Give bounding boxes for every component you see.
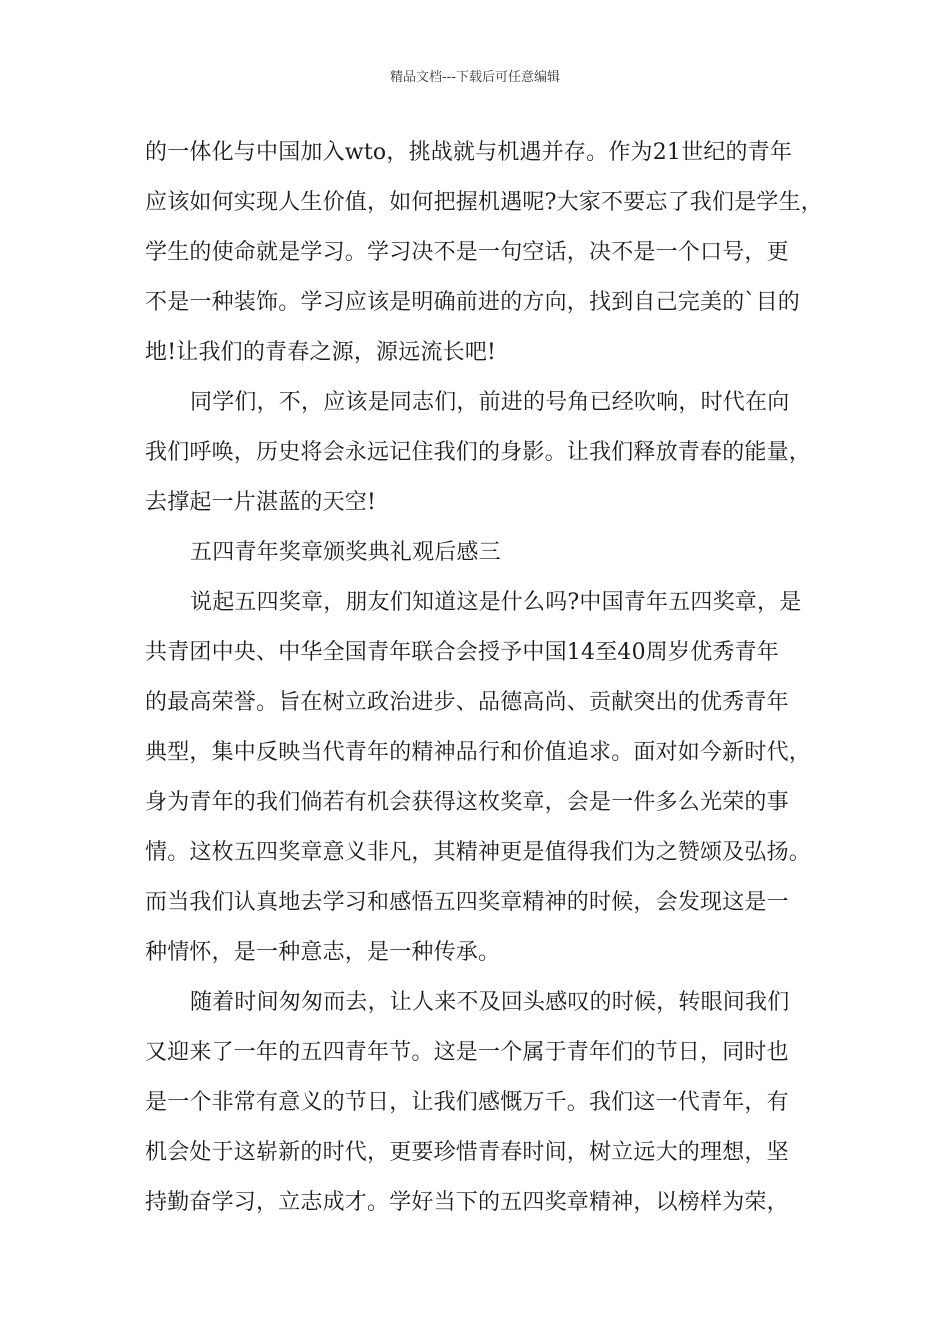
document-body [145, 128, 829, 1228]
text-line: 而当我们认真地去学习和感悟五四奖章精神的时候，会发现这是一 [145, 890, 789, 915]
text-line: 的最高荣誉。旨在树立政治进步、品德高尚、贡献突出的优秀青年 [145, 690, 789, 715]
text-line: 我们呼唤，历史将会永远记住我们的身影。让我们释放青春的能量， [145, 440, 812, 465]
text-line: 身为青年的我们倘若有机会获得这枚奖章，会是一件多么光荣的事 [145, 790, 789, 815]
text-line: 种情怀，是一种意志，是一种传承。 [145, 940, 501, 965]
text-line: 共青团中央、中华全国青年联合会授予中国14至40周岁优秀青年 [145, 640, 779, 665]
text-line: 去撑起一片湛蓝的天空! [145, 490, 377, 515]
text-line: 的一体化与中国加入wto，挑战就与机遇并存。作为21世纪的青年 [145, 140, 793, 165]
section-heading: 五四青年奖章颁奖典礼观后感三 [190, 540, 501, 565]
text-line: 典型，集中反映当代青年的精神品行和价值追求。面对如今新时代， [145, 740, 812, 765]
text-line: 又迎来了一年的五四青年节。这是一个属于青年们的节日，同时也 [145, 1040, 789, 1065]
paragraph-start-line: 同学们，不，应该是同志们，前进的号角已经吹响，时代在向 [190, 390, 790, 415]
paragraph-start-line: 说起五四奖章，朋友们知道这是什么吗?中国青年五四奖章，是 [190, 590, 802, 615]
text-line: 持勤奋学习，立志成才。学好当下的五四奖章精神，以榜样为荣， [145, 1190, 789, 1215]
text-line: 学生的使命就是学习。学习决不是一句空话，决不是一个口号，更 [145, 240, 789, 265]
text-line: 是一个非常有意义的节日，让我们感慨万千。我们这一代青年，有 [145, 1090, 789, 1115]
text-line: 不是一种装饰。学习应该是明确前进的方向，找到自己完美的`目的 [145, 290, 801, 315]
text-line: 情。这枚五四奖章意义非凡，其精神更是值得我们为之赞颂及弘扬。 [145, 840, 812, 865]
page-header: 精品文档---下载后可任意编辑 [389, 70, 561, 85]
text-line: 地!让我们的青春之源，源远流长吧! [145, 340, 497, 365]
text-line: 机会处于这崭新的时代，更要珍惜青春时间，树立远大的理想，坚 [145, 1140, 789, 1165]
paragraph-start-line: 随着时间匆匆而去，让人来不及回头感叹的时候，转眼间我们 [190, 990, 790, 1015]
text-line: 应该如何实现人生价值，如何把握机遇呢?大家不要忘了我们是学生， [145, 190, 823, 215]
